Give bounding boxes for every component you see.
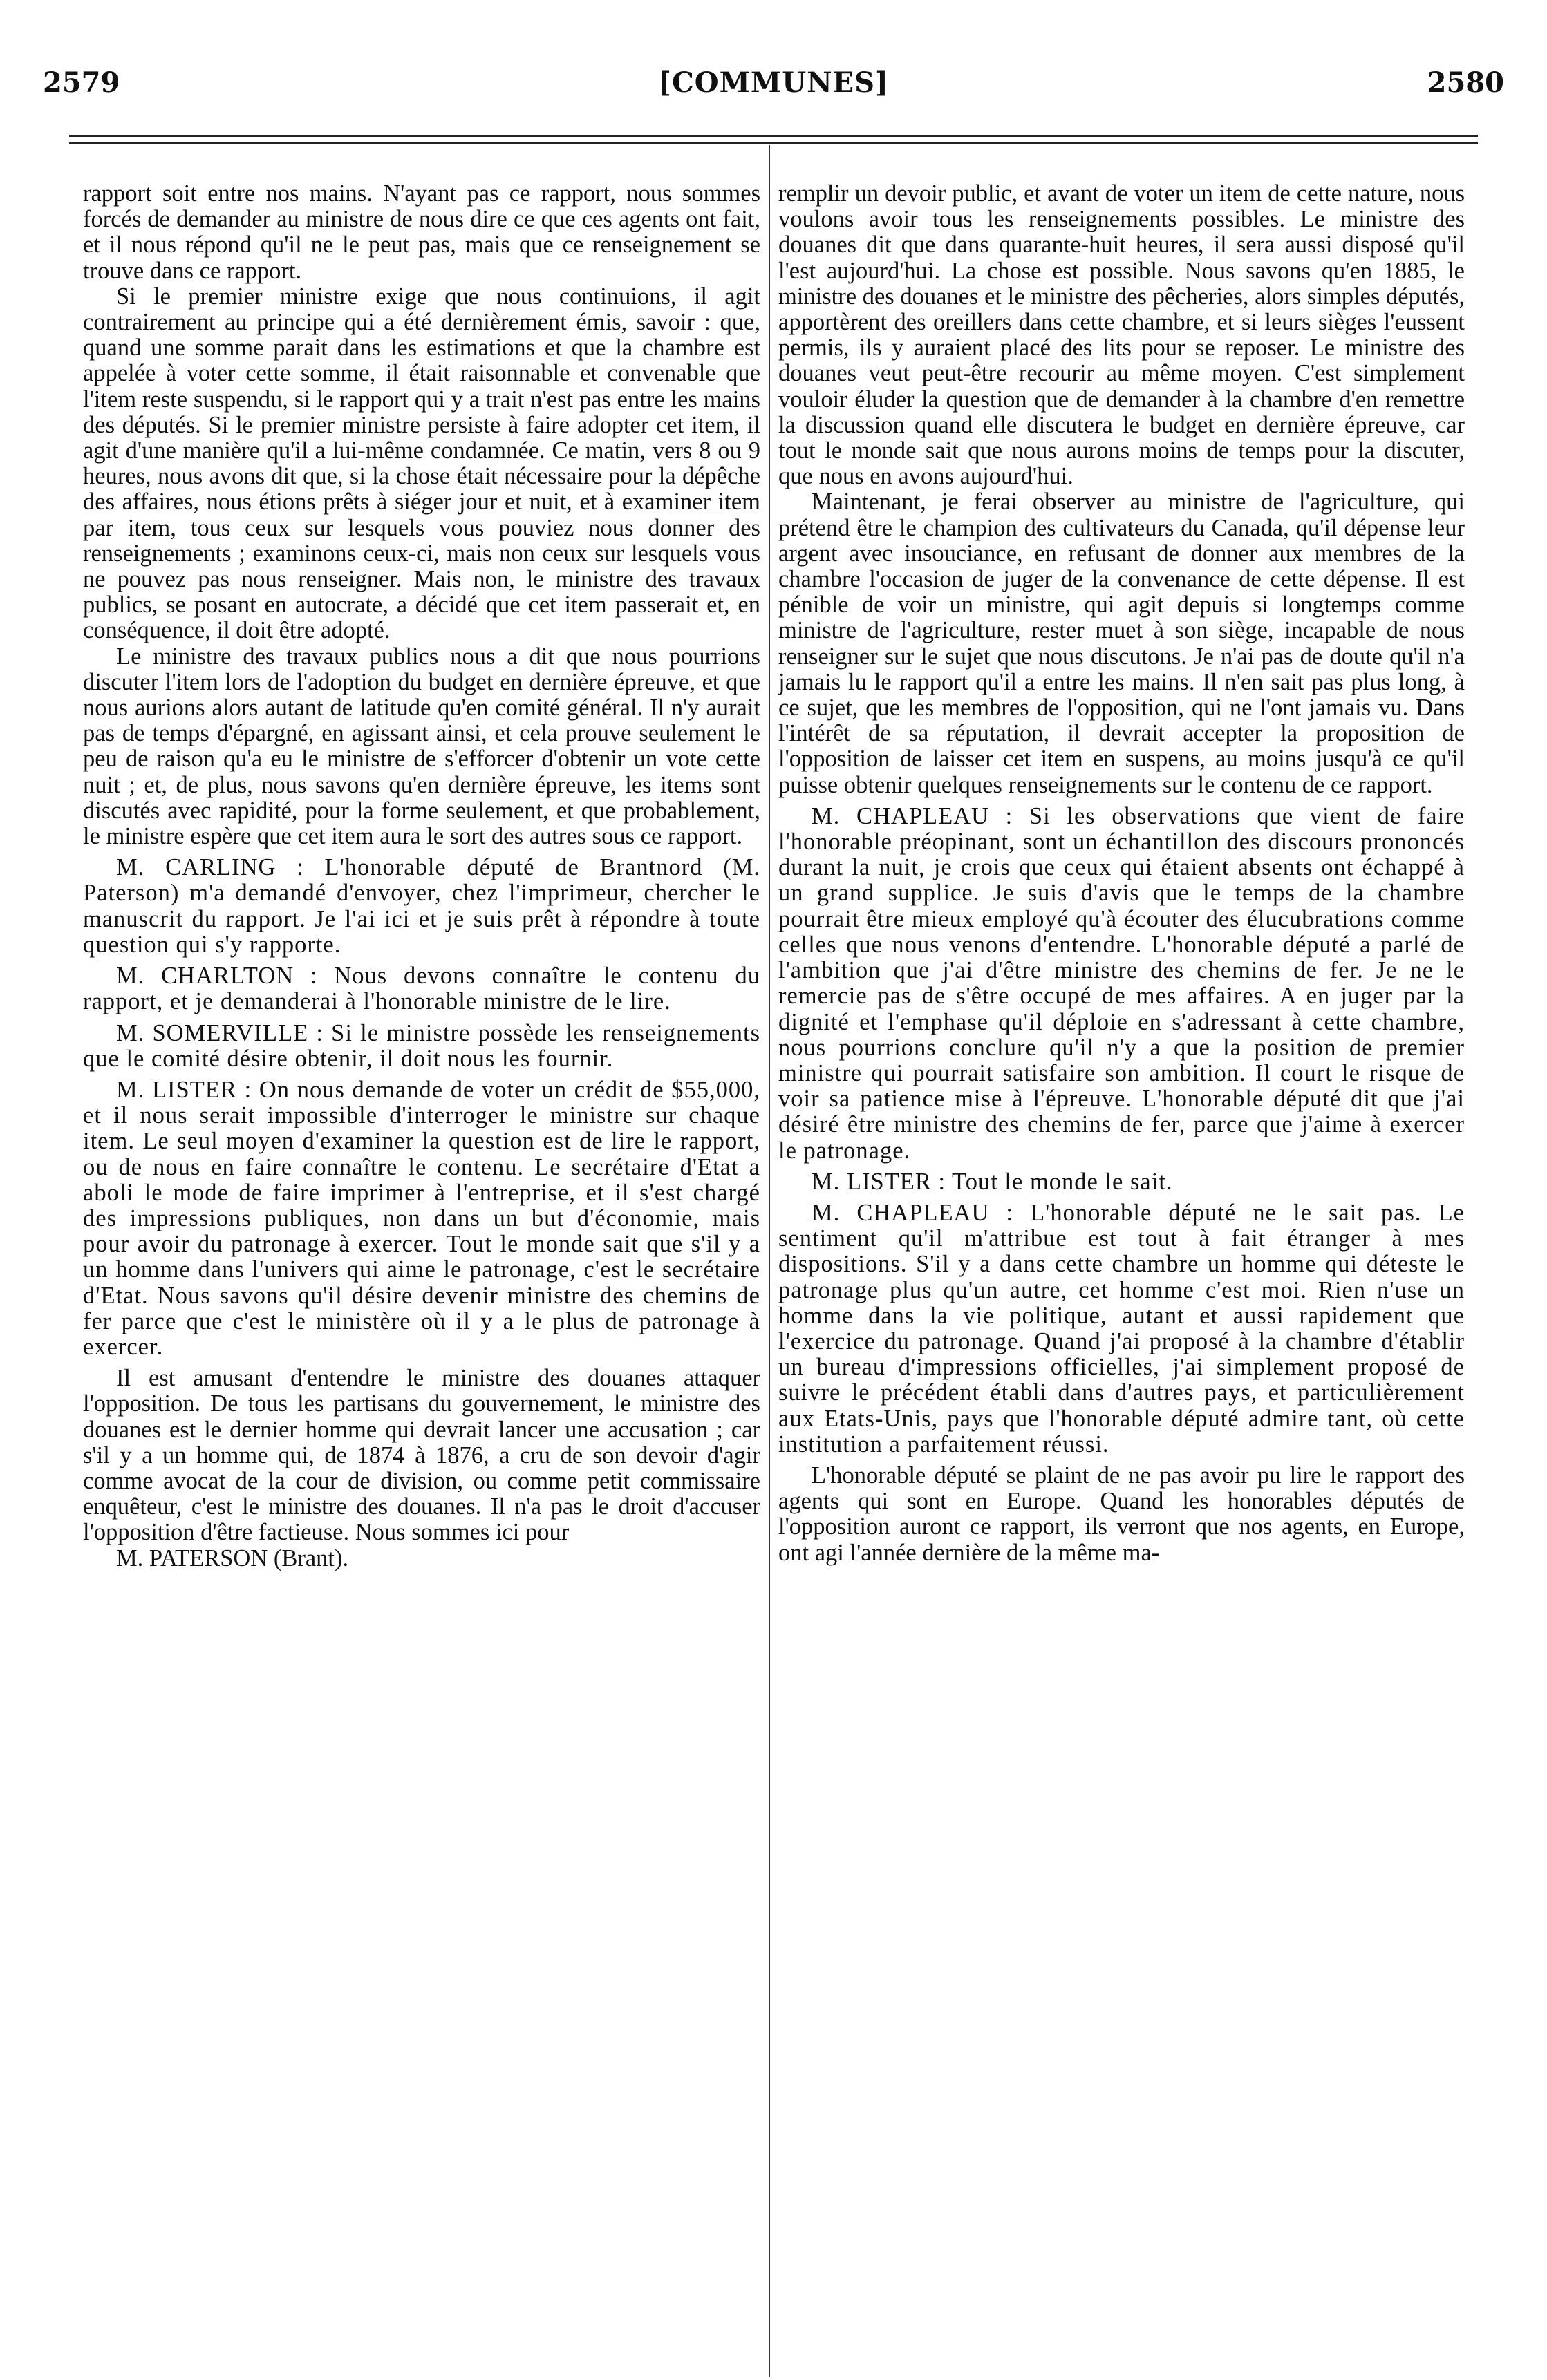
speech-somerville: M. SOMERVILLE : Si le ministre possède les renseignements que le comité désire obtenir, il doit nous les fournir. bbox=[83, 1019, 760, 1072]
paragraph: rapport soit entre nos mains. N'ayant pas ce rapport, nous sommes forcés de demander au ministre de nous dire ce que ces agents ont fait, et il nous répond qu'il ne le peut pas, mais que ce renseignement se trouve dans ce rapport. bbox=[83, 181, 760, 284]
speech-carling: M. CARLING : L'honorable député de Brantnord (M. Paterson) m'a demandé d'envoyer, chez l'imprimeur, chercher le manuscrit du rapport. Je l'ai ici et je suis prêt à répondre à toute question qui s'y rapporte. bbox=[83, 854, 760, 958]
speech-chapleau: M. CHAPLEAU : Si les observations que vient de faire l'honorable préopinant, sont un échantillon des discours prononcés durant la nuit, je crois que ceux qui étaient absents ont échappé à un grand supplice. Je suis d'avis que le temps de la chambre pourrait être mieux employé qu'à écouter des élucubrations comme celles que nous venons d'entendre. L'honorable député a parlé de l'ambition que j'ai d'être ministre des chemins de fer. Je ne le remercie pas de s'être occupé de mes affaires. A en juger par la dignité et l'emphase qu'il déploie en s'adressant à cette chambre, nous pourrions conclure qu'il n'y a que la position de premier ministre qui pourrait satisfaire son ambition. Il court le risque de voir sa patience mise à l'épreuve. L'honorable député dit que j'ai désiré être ministre des chemins de fer, parce que j'aime à exercer le patronage. bbox=[778, 802, 1465, 1164]
speaker-attribution: M. PATERSON (Brant). bbox=[116, 1545, 349, 1571]
right-column bbox=[778, 181, 1465, 2344]
page-number-left: 2579 bbox=[43, 66, 120, 99]
running-title: [COMMUNES] bbox=[658, 66, 889, 99]
column-divider bbox=[769, 145, 770, 2377]
speech-lister: M. LISTER : Tout le monde le sait. bbox=[812, 1168, 1173, 1195]
speech-charlton: M. CHARLTON : Nous devons connaître le contenu du rapport, et je demanderai à l'honorable ministre de le lire. bbox=[83, 963, 760, 1015]
paragraph: L'honorable député se plaint de ne pas avoir pu lire le rapport des agents qui sont en Europe. Quand les honorables députés de l'opposition auront ce rapport, ils verront que nos agents, en Europe, ont agi l'année dernière de la même ma- bbox=[778, 1462, 1465, 1566]
paragraph: Si le premier ministre exige que nous continuions, il agit contrairement au principe qui a été dernièrement émis, savoir : que, quand une somme parait dans les estimations et que la chambre est appelée à voter cette somme, il était raisonnable et convenable que l'item reste suspendu, si le rapport qui y a trait n'est pas entre les mains des députés. Si le premier ministre persiste à faire adopter cet item, il agit d'une manière qu'il a lui-même condamnée. Ce matin, vers 8 ou 9 heures, nous avons dit que, si la chose était nécessaire pour la dépêche des affaires, nous étions prêts à siéger jour et nuit, et à examiner item par item, tous ceux sur lesquels vous pouviez nous donner des renseignements ; examinons ceux-ci, mais non ceux sur lesquels vous ne pouvez pas nous renseigner. Mais non, le ministre des travaux publics, se posant en autocrate, a décidé que cet item passerait et, en conséquence, il doit être adopté. bbox=[83, 283, 760, 644]
paragraph: Le ministre des travaux publics nous a dit que nous pourrions discuter l'item lors de l'adoption du budget en dernière épreuve, et que nous aurions alors autant de latitude qu'en comité général. Il n'y aurait pas de temps d'épargné, en agissant ainsi, et cela prouve seulement le peu de raison qu'a eu le ministre de s'efforcer d'obtenir un vote cette nuit ; et, de plus, nous savons qu'en dernière épreuve, les items sont discutés avec rapidité, pour la forme seulement, et que probablement, le ministre espère que cet item aura le sort des autres sous ce rapport. bbox=[83, 643, 760, 850]
paragraph: Maintenant, je ferai observer au ministre de l'agriculture, qui prétend être le champion des cultivateurs du Canada, qu'il dépense leur argent avec insouciance, en refusant de donner aux membres de la chambre l'occasion de juger de la convenance de cette dépense. Il est pénible de voir un ministre, qui agit depuis si longtemps comme ministre de l'agriculture, rester muet à son siège, incapable de nous renseigner sur le sujet que nous discutons. Je n'ai pas de doute qu'il n'a jamais lu le rapport qu'il a entre les mains. Il n'en sait pas plus long, à ce sujet, que les membres de l'opposition, qui ne l'ont jamais vu. Dans l'intérêt de sa réputation, il devrait accepter la proposition de l'opposition de laisser cet item en suspens, au moins jusqu'à ce qu'il puisse obtenir quelques renseignements sur le contenu de ce rapport. bbox=[778, 489, 1465, 798]
speech-chapleau: M. CHAPLEAU : L'honorable député ne le sait pas. Le sentiment qu'il m'attribue est tout à fait étranger à mes dispositions. S'il y a dans cette chambre un homme qui déteste le patronage plus qu'un autre, cet homme c'est moi. Rien n'use un homme dans la vie politique, autant et aussi rapidement que l'exercice du patronage. Quand j'ai proposé à la chambre d'établir un bureau d'impressions officielles, j'ai simplement proposé de suivre le précédent établi dans d'autres pays, et particulièrement aux Etats-Unis, pays que l'honorable député admire tant, où cette institution a parfaitement réussi. bbox=[778, 1199, 1465, 1457]
speech-lister: M. LISTER : On nous demande de voter un crédit de $55,000, et il nous serait impossible d'interroger le ministre sur chaque item. Le seul moyen d'examiner la question est de lire le rapport, ou de nous en faire connaître le contenu. Le secrétaire d'Etat a aboli le mode de faire imprimer à l'entreprise, et il s'est chargé des impressions publiques, non dans un but d'économie, mais pour avoir du patronage à exercer. Tout le monde sait que s'il y a un homme dans l'univers qui aime le patronage, c'est le secrétaire d'Etat. Nous savons qu'il désire devenir ministre des chemins de fer parce que c'est le ministère où il y a le plus de patronage à exercer. bbox=[83, 1076, 760, 1360]
left-column bbox=[83, 181, 760, 2344]
page-header bbox=[43, 66, 1504, 115]
page-number-right: 2580 bbox=[1427, 66, 1504, 99]
paragraph: Il est amusant d'entendre le ministre des douanes attaquer l'opposition. De tous les partisans du gouvernement, le ministre des douanes est le dernier homme qui devrait lancer une accusation ; car s'il y a un homme qui, de 1874 à 1876, a cru de son devoir d'agir comme avocat de la cour de division, ou comme petit commissaire enquêteur, c'est le ministre des douanes. Il n'a pas le droit d'accuser l'opposition d'être factieuse. Nous sommes ici pour bbox=[83, 1365, 760, 1546]
header-rule bbox=[69, 135, 1478, 144]
paragraph: remplir un devoir public, et avant de voter un item de cette nature, nous voulons avoir tous les renseignements possibles. Le ministre des douanes dit que dans quarante-huit heures, il sera aussi disposé qu'il l'est aujourd'hui. La chose est possible. Nous savons qu'en 1885, le ministre des douanes et le ministre des pêcheries, alors simples députés, apportèrent des oreillers dans cette chambre, et si leurs sièges l'eussent permis, ils y auraient placé des lits pour se reposer. Le ministre des douanes veut peut-être recourir au même moyen. C'est simplement vouloir éluder la question que de demander à la chambre d'en remettre la discussion quand elle discutera le budget en dernière épreuve, car tout le monde sait que nous aurons moins de temps pour la discuter, que nous en avons aujourd'hui. bbox=[778, 181, 1465, 490]
